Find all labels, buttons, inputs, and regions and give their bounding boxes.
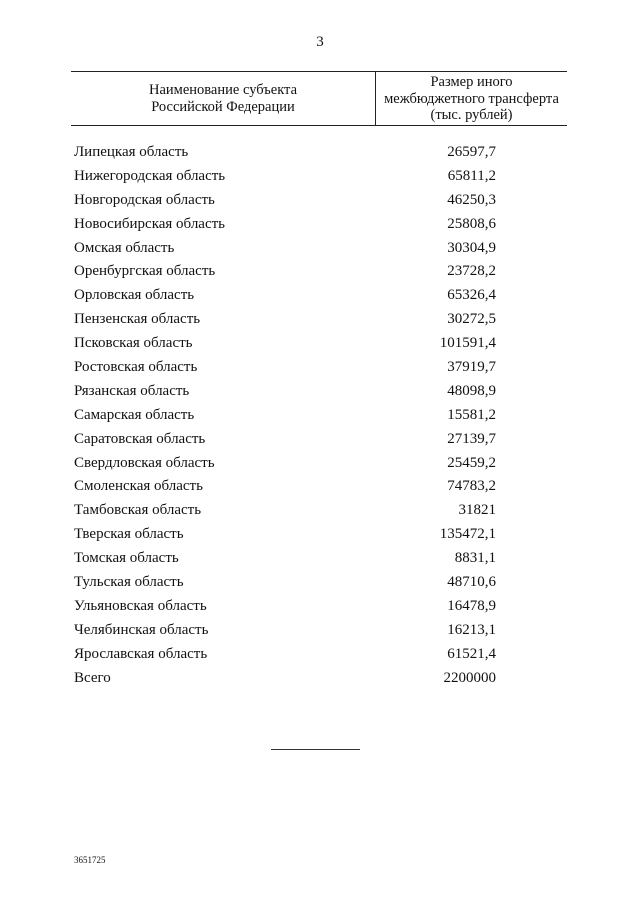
transfer-amount-cell: 31821: [458, 502, 496, 519]
region-name-cell: Ярославская область: [74, 645, 208, 662]
region-name-cell: Новосибирская область: [74, 215, 226, 232]
transfer-amount-cell: 48710,6: [447, 574, 496, 591]
transfer-amount-cell: 65326,4: [447, 287, 496, 304]
column-header-region-name: [71, 82, 375, 116]
transfer-amount-cell: 8831,1: [454, 550, 496, 567]
transfer-amount-cell: 30272,5: [447, 311, 496, 328]
page-number: 3: [316, 34, 324, 50]
table-row: [0, 237, 640, 261]
region-name-cell: Свердловская область: [74, 454, 215, 471]
table-row: [0, 571, 640, 595]
region-name-cell: Рязанская область: [74, 382, 190, 399]
region-name-cell: Челябинская область: [74, 621, 209, 638]
transfer-amount-cell: 25808,6: [447, 215, 496, 232]
table-header-bottom-rule: [71, 125, 567, 126]
transfer-amount-cell: 135472,1: [439, 526, 496, 543]
column-header-transfer-amount: [376, 74, 567, 124]
table-row: [0, 356, 640, 380]
transfer-amount-cell: 61521,4: [447, 645, 496, 662]
table-body: [0, 141, 640, 690]
transfer-amount-cell: 15581,2: [447, 406, 496, 423]
table-row: [0, 141, 640, 165]
table-row: [0, 213, 640, 237]
region-name-cell: Омская область: [74, 239, 175, 256]
column-header-transfer-amount-line3: (тыс. рублей): [430, 107, 513, 123]
table-row: [0, 523, 640, 547]
end-of-document-rule: [271, 749, 360, 750]
table-row: [0, 619, 640, 643]
table-row: [0, 452, 640, 476]
region-name-cell: Пензенская область: [74, 311, 201, 328]
table-row: [0, 308, 640, 332]
table-row: [0, 332, 640, 356]
table-row: [0, 380, 640, 404]
table-row: [0, 260, 640, 284]
transfer-amount-cell: 25459,2: [447, 454, 496, 471]
transfer-amount-cell: 101591,4: [439, 335, 496, 352]
transfer-amount-cell: 48098,9: [447, 382, 496, 399]
region-name-cell: Ростовская область: [74, 359, 198, 376]
table-row: [0, 404, 640, 428]
document-code: 3651725: [74, 855, 106, 865]
transfer-amount-cell: 65811,2: [447, 167, 496, 184]
region-name-cell: Новгородская область: [74, 191, 215, 208]
region-name-cell: Смоленская область: [74, 478, 203, 495]
region-name-cell: Самарская область: [74, 406, 195, 423]
column-header-transfer-amount-line1: Размер иного: [430, 74, 513, 90]
table-row: [0, 284, 640, 308]
region-name-cell: Нижегородская область: [74, 167, 226, 184]
table-header-top-rule: [71, 71, 567, 72]
region-name-cell: Тверская область: [74, 526, 184, 543]
transfer-amount-cell: 27139,7: [447, 430, 496, 447]
region-name-cell: Псковская область: [74, 335, 193, 352]
region-name-cell: Тульская область: [74, 574, 184, 591]
transfer-amount-cell: 16213,1: [447, 621, 496, 638]
column-header-transfer-amount-line2: межбюджетного трансферта: [384, 90, 559, 107]
transfer-amount-cell: 26597,7: [447, 144, 496, 160]
table-row: [0, 499, 640, 523]
column-header-region-name-line1: Наименование субъекта: [148, 82, 298, 98]
table-row: [0, 643, 640, 667]
region-name-cell: Тамбовская область: [74, 502, 202, 519]
table-row: [0, 595, 640, 619]
table-row: [0, 475, 640, 499]
transfer-amount-cell: 37919,7: [447, 359, 496, 376]
transfer-amount-cell: 30304,9: [447, 239, 496, 256]
table-row: [0, 428, 640, 452]
region-name-cell: Саратовская область: [74, 430, 206, 447]
table-row: [0, 165, 640, 189]
transfer-amount-cell: 23728,2: [447, 263, 496, 280]
transfer-amount-cell: 74783,2: [447, 478, 496, 495]
region-name-cell: Липецкая область: [74, 144, 189, 160]
region-name-cell: Всего: [74, 669, 111, 686]
transfer-amount-cell: 46250,3: [447, 191, 496, 208]
transfer-amount-cell: 16478,9: [447, 597, 496, 614]
region-name-cell: Оренбургская область: [74, 263, 216, 280]
region-name-cell: Томская область: [74, 550, 179, 567]
region-name-cell: Ульяновская область: [74, 597, 207, 614]
column-header-region-name-line2: Российской Федерации: [151, 99, 295, 115]
transfer-amount-cell: 2200000: [443, 669, 496, 686]
region-name-cell: Орловская область: [74, 287, 195, 304]
table-row: [0, 189, 640, 213]
table-row-total: [0, 667, 640, 691]
table-row: [0, 547, 640, 571]
